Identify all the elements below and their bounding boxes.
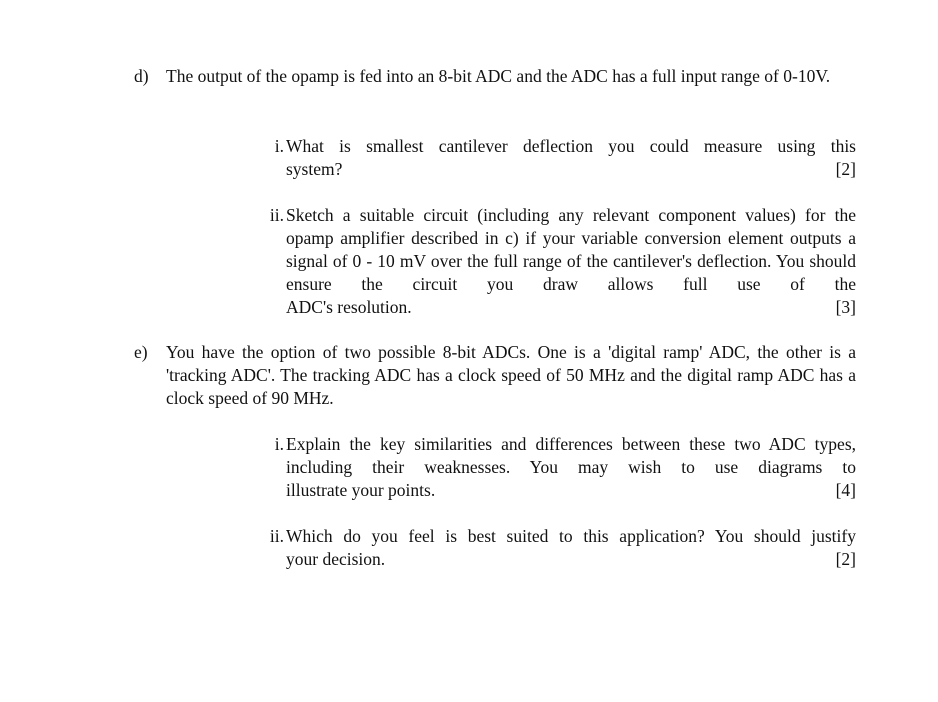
question-d-part-i <box>252 135 856 181</box>
part-label: i. <box>274 136 284 156</box>
part-text-last-line: illustrate your points. <box>286 480 436 500</box>
question-e <box>134 341 856 410</box>
part-label: ii. <box>269 526 284 546</box>
marks-badge: [2] <box>835 549 856 569</box>
question-d <box>134 65 856 88</box>
part-text-last-line: ADC's resolution. <box>286 297 412 317</box>
question-e-part-ii <box>252 525 856 571</box>
part-text: Sketch a suitable circuit (including any relevant component values) for the opamp amplifier described in c) if your variable conversion element outputs a signal of 0 - 10 mV over the full range of the cantilever's deflection. You should ensure the circuit you draw allows full use of the <box>286 205 856 294</box>
part-text-last-line: system? <box>286 159 343 179</box>
part-label: ii. <box>269 205 284 225</box>
question-label: d) <box>134 66 149 86</box>
part-label: i. <box>274 434 284 454</box>
question-text: You have the option of two possible 8-bit ADCs. One is a 'digital ramp' ADC, the other is a 'tracking ADC'. The tracking ADC has a clock speed of 50 MHz and the digital ramp ADC has a clock speed of 90 MHz. <box>166 342 856 408</box>
part-text: Which do you feel is best suited to this application? You should justify <box>286 526 856 546</box>
question-e-part-i <box>252 433 856 502</box>
question-text: The output of the opamp is fed into an 8-bit ADC and the ADC has a full input range of 0-10V. <box>166 66 831 86</box>
question-d-part-ii <box>252 204 856 319</box>
part-text: Explain the key similarities and differences between these two ADC types, including their weaknesses. You may wish to use diagrams to <box>286 434 856 477</box>
marks-badge: [3] <box>835 297 856 317</box>
part-text: What is smallest cantilever deflection you could measure using this <box>286 136 856 156</box>
part-text-last-line: your decision. <box>286 549 386 569</box>
marks-badge: [2] <box>835 159 856 179</box>
marks-badge: [4] <box>835 480 856 500</box>
question-label: e) <box>134 342 148 362</box>
